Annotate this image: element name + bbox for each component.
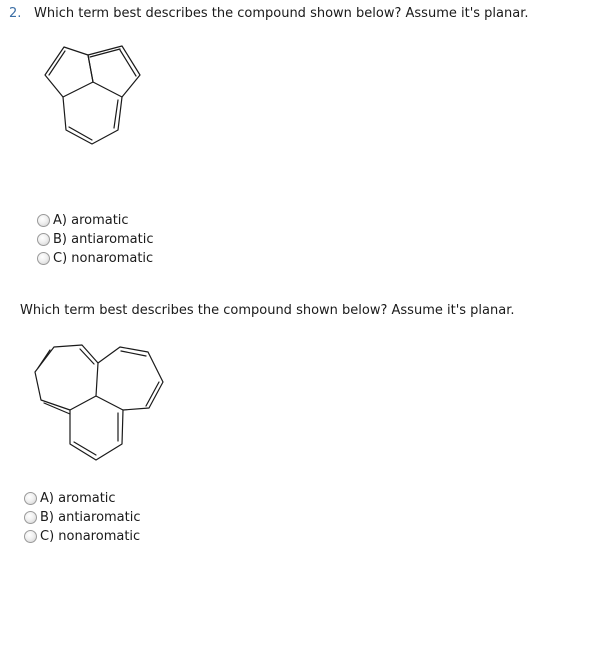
radio-button-icon[interactable] xyxy=(37,252,50,265)
option-label: B) antiaromatic xyxy=(53,232,154,247)
option-b-antiaromatic[interactable] xyxy=(37,230,154,249)
option-label: C) nonaromatic xyxy=(40,529,141,544)
radio-button-icon[interactable] xyxy=(37,233,50,246)
option-label: A) aromatic xyxy=(40,491,116,506)
radio-button-icon[interactable] xyxy=(37,214,50,227)
option-b-antiaromatic[interactable] xyxy=(24,508,141,527)
radio-button-icon[interactable] xyxy=(24,530,37,543)
radio-button-icon[interactable] xyxy=(24,492,37,505)
molecule-structure-2 xyxy=(25,335,175,470)
option-c-nonaromatic[interactable] xyxy=(24,527,141,546)
option-a-aromatic[interactable] xyxy=(37,211,154,230)
answer-options-2 xyxy=(24,489,141,546)
option-label: C) nonaromatic xyxy=(53,251,154,266)
question-prompt: Which term best describes the compound shown below? Assume it's planar. xyxy=(20,303,515,318)
option-a-aromatic[interactable] xyxy=(24,489,141,508)
radio-button-icon[interactable] xyxy=(24,511,37,524)
option-label: A) aromatic xyxy=(53,213,129,228)
option-label: B) antiaromatic xyxy=(40,510,141,525)
question-prompt: Which term best describes the compound shown below? Assume it's planar. xyxy=(34,6,529,21)
question-number: 2. xyxy=(9,6,22,21)
answer-options-1 xyxy=(37,211,154,268)
option-c-nonaromatic[interactable] xyxy=(37,249,154,268)
molecule-structure-1 xyxy=(30,35,160,155)
